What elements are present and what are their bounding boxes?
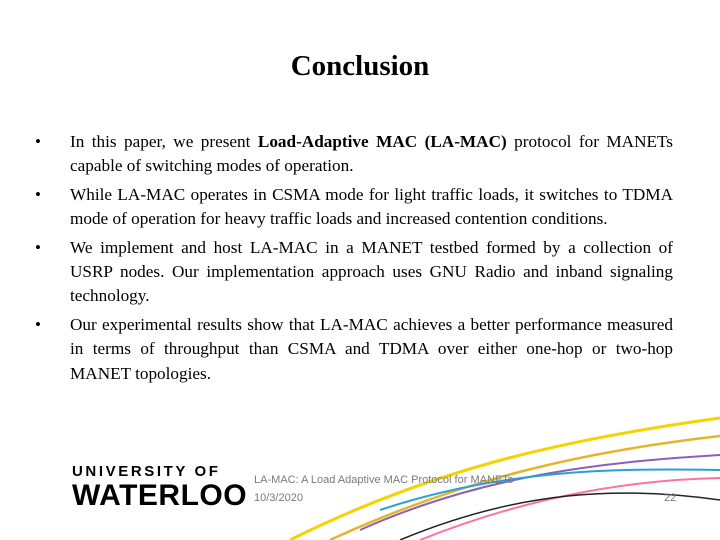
bullet-marker: •	[35, 132, 41, 151]
bullet-text: Our experimental results show that LA-MAC achieves a better performance measured in terms of throughput than CSMA and TDMA over either one-hop or two-hop MANET topologies.	[70, 314, 673, 383]
bullet-text: While LA-MAC operates in CSMA mode for light traffic loads, it switches to TDMA mode of operation for heavy traffic loads and increased contention conditions.	[70, 184, 673, 229]
bullet-marker: •	[35, 184, 41, 204]
page-number: 22	[664, 492, 677, 504]
slide-title: Conclusion	[290, 50, 430, 82]
bullet-text: protocol for MANETs capable of switching modes of operation.	[70, 132, 673, 176]
bullet-marker: •	[35, 314, 41, 334]
logo-line-waterloo: WATERLOO	[72, 479, 248, 512]
stripe-gold	[330, 436, 720, 540]
bullet-marker: •	[35, 237, 41, 257]
footer-date: 10/3/2020	[254, 492, 303, 504]
footer-presentation-title: LA-MAC: A Load Adaptive MAC Protocol for MANETs	[254, 474, 514, 486]
university-logo	[72, 463, 248, 512]
bullet-text: In this paper, we present	[70, 132, 258, 151]
bullet-text-bold: Load-Adaptive MAC (LA-MAC)	[257, 132, 507, 151]
bullet-text: We implement and host LA-MAC in a MANET testbed formed by a collection of USRP nodes. Our implementation approach uses GNU Radio and inband signaling technology.	[70, 237, 673, 306]
logo-line-university: UNIVERSITY OF	[72, 463, 221, 480]
